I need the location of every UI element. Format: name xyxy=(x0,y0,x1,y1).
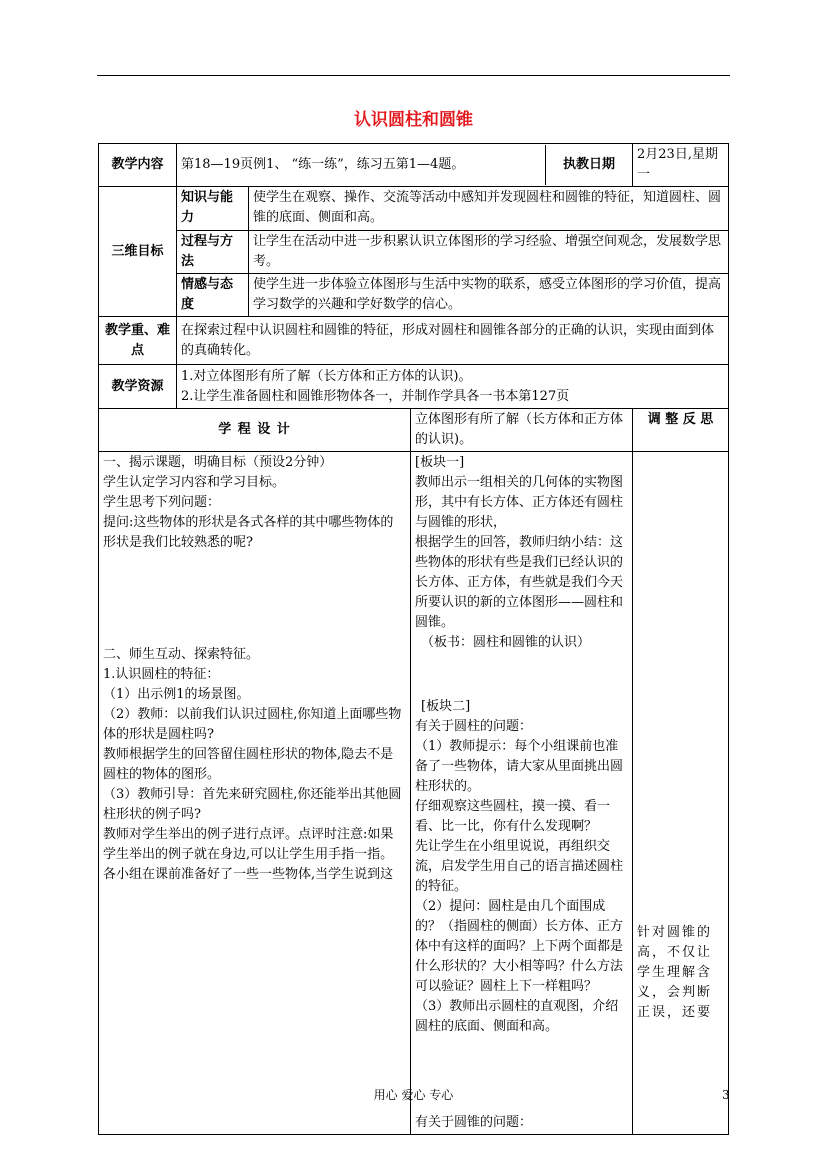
objective-label-process: 过程与方法 xyxy=(177,231,249,274)
left-part2-line: 1.认识圆柱的特征： xyxy=(103,667,220,682)
middle-block1-line: [板块一] xyxy=(415,455,465,470)
middle-block2-line: 有关于圆柱的问题： xyxy=(415,719,533,734)
middle-block2-line: 仔细观察这些圆柱，摸一摸、看一看、比一比，你有什么发现啊？ xyxy=(415,799,611,834)
left-part1-line: 学生思考下列问题： xyxy=(103,495,221,510)
left-part1-line: 提问:这些物体的形状是各式各样的其中哪些物体的形状是我们比较熟悉的呢? xyxy=(103,515,394,550)
middle-tail-line: 有关于圆锥的问题： xyxy=(415,1115,533,1130)
content-value: 第18—19页例1、 “练一练”，练习五第1—4题。 xyxy=(181,157,465,172)
middle-block2-line: 先让学生在小组里说说，再组织交流，启发学生用自己的语言描述圆柱的特征。 xyxy=(415,839,624,894)
content-label: 教学内容 xyxy=(99,144,177,187)
middle-block2-line: [板块二] xyxy=(421,699,471,714)
resource-line: 2.让学生准备圆柱和圆锥形物体各一，并制作学具各一书本第127页 xyxy=(181,388,570,404)
middle-block2-line: （3）教师出示圆柱的直观图，介绍圆柱的底面、侧面和高。 xyxy=(415,999,619,1034)
left-part2-line: （2）教师：以前我们认识过圆柱,你知道上面哪些物体的形状是圆柱吗? xyxy=(103,707,402,742)
objective-label-knowledge: 知识与能力 xyxy=(177,187,249,231)
header-rule xyxy=(97,75,730,76)
lesson-plan-table xyxy=(98,143,729,1135)
middle-block1-line: 根据学生的回答，教师归纳小结：这些物体的形状有些是我们已经认识的长方体、正方体，有些就是我们今天所要认识的新的立体图形——圆柱和圆锥。 xyxy=(415,535,624,630)
left-part2-line: 教师对学生举出的例子进行点评。点评时注意:如果学生举出的例子就在身边,可以让学生用手指一指。各小组在课前准备好了一些一些物体,当学生说到这 xyxy=(103,827,394,882)
objective-text-process: 让学生在活动中进一步积累认识立体图形的学习经验、增强空间观念，发展数学思考。 xyxy=(249,231,729,274)
resource-line: 1.对立体图形有所了解（长方体和正方体的认识)。 xyxy=(181,368,472,384)
design-header-left: 学 程 设 计 xyxy=(99,409,411,452)
right-reflection-text: 针对圆锥的高，不仅让学生理解含义，会判断正误，还要 xyxy=(637,925,713,1020)
left-part1-line: 学生认定学习内容和学习目标。 xyxy=(103,475,286,490)
middle-block2-line: （1）教师提示：每个小组课前也准备了一些物体，请大家从里面挑出圆柱形状的。 xyxy=(415,739,624,794)
keypoints-label: 教学重、难点 xyxy=(99,317,177,365)
page-title: 认识圆柱和圆锥 xyxy=(354,110,473,130)
footer-motto: 用心 爱心 专心 xyxy=(373,1088,454,1102)
left-part1-line: 一、揭示课题，明确目标（预设2分钟） xyxy=(103,455,333,470)
left-part2-line: 教师根据学生的回答留住圆柱形状的物体,隐去不是圆柱的物体的图形。 xyxy=(103,747,394,782)
keypoints-text: 在探索过程中认识圆柱和圆锥的特征，形成对圆柱和圆锥各部分的正确的认识，实现由面到体的真确转化。 xyxy=(177,317,729,365)
left-part2-line: （3）教师引导：首先来研究圆柱,你还能举出其他圆柱形状的例子吗? xyxy=(103,787,402,822)
page-number: 3 xyxy=(722,1088,730,1102)
date-label: 执教日期 xyxy=(545,145,632,185)
middle-block1-line: 教师出示一组相关的几何体的实物图形，其中有长方体、正方体还有圆柱与圆锥的形状， xyxy=(415,475,624,530)
design-header-middle: 立体图形有所了解（长方体和正方体的认识)。 xyxy=(411,409,633,452)
middle-block2-line: （2）提问：圆柱是由几个面围成的？（指圆柱的侧面）长方体、正方体中有这样的面吗？上下两个面都是什么形状的？大小相等吗？什么方法可以验证？圆柱上下一样粗吗？ xyxy=(415,899,624,994)
objective-text-knowledge: 使学生在观察、操作、交流等活动中感知并发现圆柱和圆锥的特征，知道圆柱、圆锥的底面、侧面和高。 xyxy=(249,187,729,231)
middle-block1-line: （板书：圆柱和圆锥的认识） xyxy=(421,635,591,650)
left-part2-line: （1）出示例1的场景图。 xyxy=(103,687,250,702)
design-header-right: 调 整 反 思 xyxy=(633,409,729,452)
objective-label-emotion: 情感与态度 xyxy=(177,274,249,317)
objectives-label: 三维目标 xyxy=(99,187,177,317)
objective-text-emotion: 使学生进一步体验立体图形与生活中实物的联系，感受立体图形的学习价值，提高学习数学的兴趣和学好数学的信心。 xyxy=(249,274,729,317)
left-part2-line: 二、师生互动、探索特征。 xyxy=(103,647,260,662)
resources-label: 教学资源 xyxy=(99,365,177,409)
date-value: 2月23日,星期一 xyxy=(633,144,729,187)
